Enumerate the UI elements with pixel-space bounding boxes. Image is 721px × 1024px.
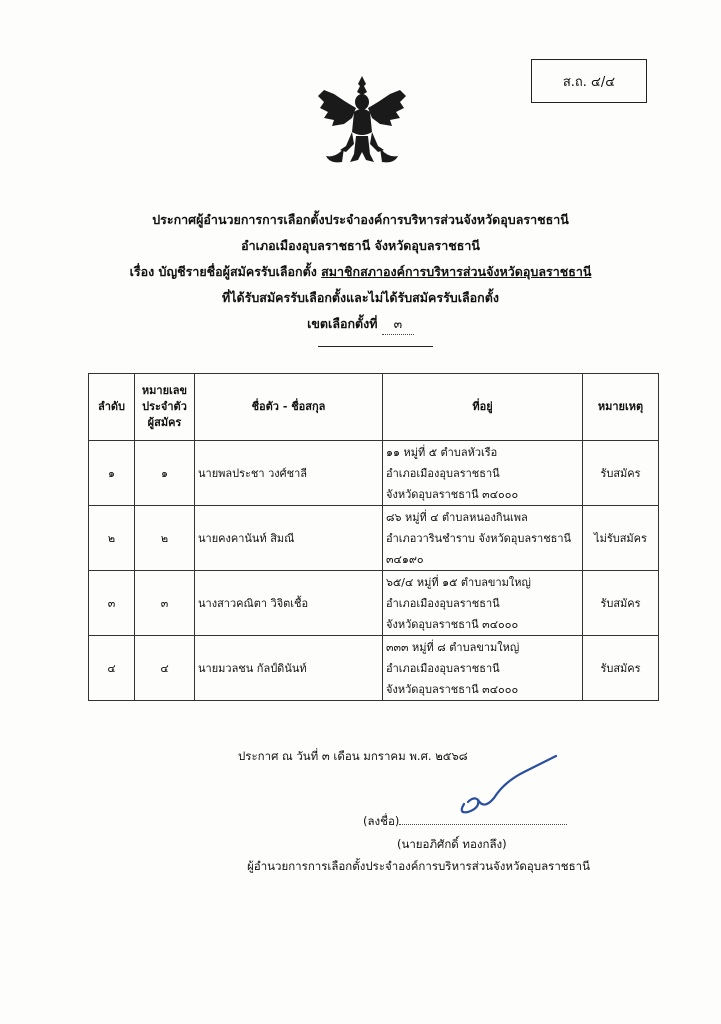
col-name: ชื่อตัว - ชื่อสกุล	[195, 374, 383, 441]
addr-line: อำเภอเมืองอุบลราชธานี	[386, 466, 500, 480]
row-order: ๒	[89, 506, 135, 571]
form-code: ส.ถ. ๔/๔	[562, 74, 616, 90]
col-number-line1: หมายเลข	[141, 384, 188, 397]
row-order: ๓	[89, 571, 135, 636]
row-address	[383, 506, 583, 571]
row-note: รับสมัคร	[583, 571, 659, 636]
row-note: ไม่รับสมัคร	[583, 506, 659, 571]
subject-prefix: เรื่อง บัญชีรายชื่อผู้สมัครรับเลือกตั้ง	[129, 264, 322, 279]
signer-title: ผู้อำนวยการการเลือกตั้งประจำองค์การบริหารส่วนจังหวัดอุบลราชธานี	[247, 859, 590, 873]
subject-underlined: สมาชิกสภาองค์การบริหารส่วนจังหวัดอุบลราชธานี	[321, 264, 592, 279]
addr-line: อำเภอวารินชำราบ จังหวัดอุบลราชธานี	[386, 531, 572, 545]
row-note: รับสมัคร	[583, 441, 659, 506]
addr-line: ๘๖ หมู่ที่ ๔ ตำบลหนองกินเพล	[386, 510, 528, 524]
signature-line	[363, 812, 567, 831]
row-note: รับสมัคร	[583, 636, 659, 701]
row-name: นายพลประชา วงศ์ชาลี	[195, 441, 383, 506]
col-order: ลำดับ	[89, 374, 135, 441]
addr-line: ๓๔๑๙๐	[386, 552, 424, 566]
addr-line: จังหวัดอุบลราชธานี ๓๔๐๐๐	[386, 617, 519, 631]
sign-label: (ลงชื่อ)	[363, 814, 400, 828]
row-number: ๔	[135, 636, 195, 701]
row-number: ๒	[135, 506, 195, 571]
addr-line: ๖๕/๔ หมู่ที่ ๑๕ ตำบลขามใหญ่	[386, 575, 531, 589]
candidate-table	[88, 373, 659, 701]
addr-line: จังหวัดอุบลราชธานี ๓๔๐๐๐	[386, 682, 519, 696]
col-number-line3: ผู้สมัคร	[147, 416, 182, 429]
row-name: นางสาวคณิตา วิจิตเชื้อ	[195, 571, 383, 636]
table-row	[89, 506, 659, 571]
addr-line: อำเภอเมืองอุบลราชธานี	[386, 661, 500, 675]
addr-line: ๓๓๓ หมู่ที่ ๘ ตำบลขามใหญ่	[386, 640, 520, 654]
col-number	[135, 374, 195, 441]
row-number: ๓	[135, 571, 195, 636]
col-number-line2: ประจำตัว	[142, 400, 187, 413]
garuda-emblem-icon	[316, 72, 408, 172]
table-row	[89, 571, 659, 636]
row-address	[383, 441, 583, 506]
col-address: ที่อยู่	[383, 374, 583, 441]
announcement-title: ประกาศผู้อำนวยการการเลือกตั้งประจำองค์การบริหารส่วนจังหวัดอุบลราชธานี	[152, 212, 569, 227]
subject-line-2: ที่ได้รับสมัครรับเลือกตั้งและไม่ได้รับสมัครรับเลือกตั้ง	[222, 290, 499, 305]
signature-dots	[399, 812, 567, 825]
signer-name: (นายอภิศักดิ์ ทองกลึง)	[397, 837, 507, 851]
col-note: หมายเหตุ	[583, 374, 659, 441]
row-address	[383, 636, 583, 701]
addr-line: จังหวัดอุบลราชธานี ๓๔๐๐๐	[386, 487, 519, 501]
constituency-line	[0, 314, 721, 335]
district-line: อำเภอเมืองอุบลราชธานี จังหวัดอุบลราชธานี	[241, 238, 480, 253]
subject-line	[0, 262, 721, 282]
row-number: ๑	[135, 441, 195, 506]
announcement-date: ประกาศ ณ วันที่ ๓ เดือน มกราคม พ.ศ. ๒๕๖๘	[238, 749, 468, 763]
table-row	[89, 636, 659, 701]
addr-line: อำเภอเมืองอุบลราชธานี	[386, 596, 500, 610]
header-divider	[318, 346, 433, 347]
form-code-box	[531, 59, 647, 103]
row-order: ๑	[89, 441, 135, 506]
row-order: ๔	[89, 636, 135, 701]
row-name: นายคงคานันท์ สิมณี	[195, 506, 383, 571]
constituency-label: เขตเลือกตั้งที่	[307, 316, 378, 331]
table-header-row	[89, 374, 659, 441]
table-row	[89, 441, 659, 506]
addr-line: ๑๑ หมู่ที่ ๕ ตำบลหัวเรือ	[386, 445, 498, 459]
row-address	[383, 571, 583, 636]
constituency-number: ๓	[382, 314, 414, 335]
row-name: นายมวลชน กัลป์ดินันท์	[195, 636, 383, 701]
